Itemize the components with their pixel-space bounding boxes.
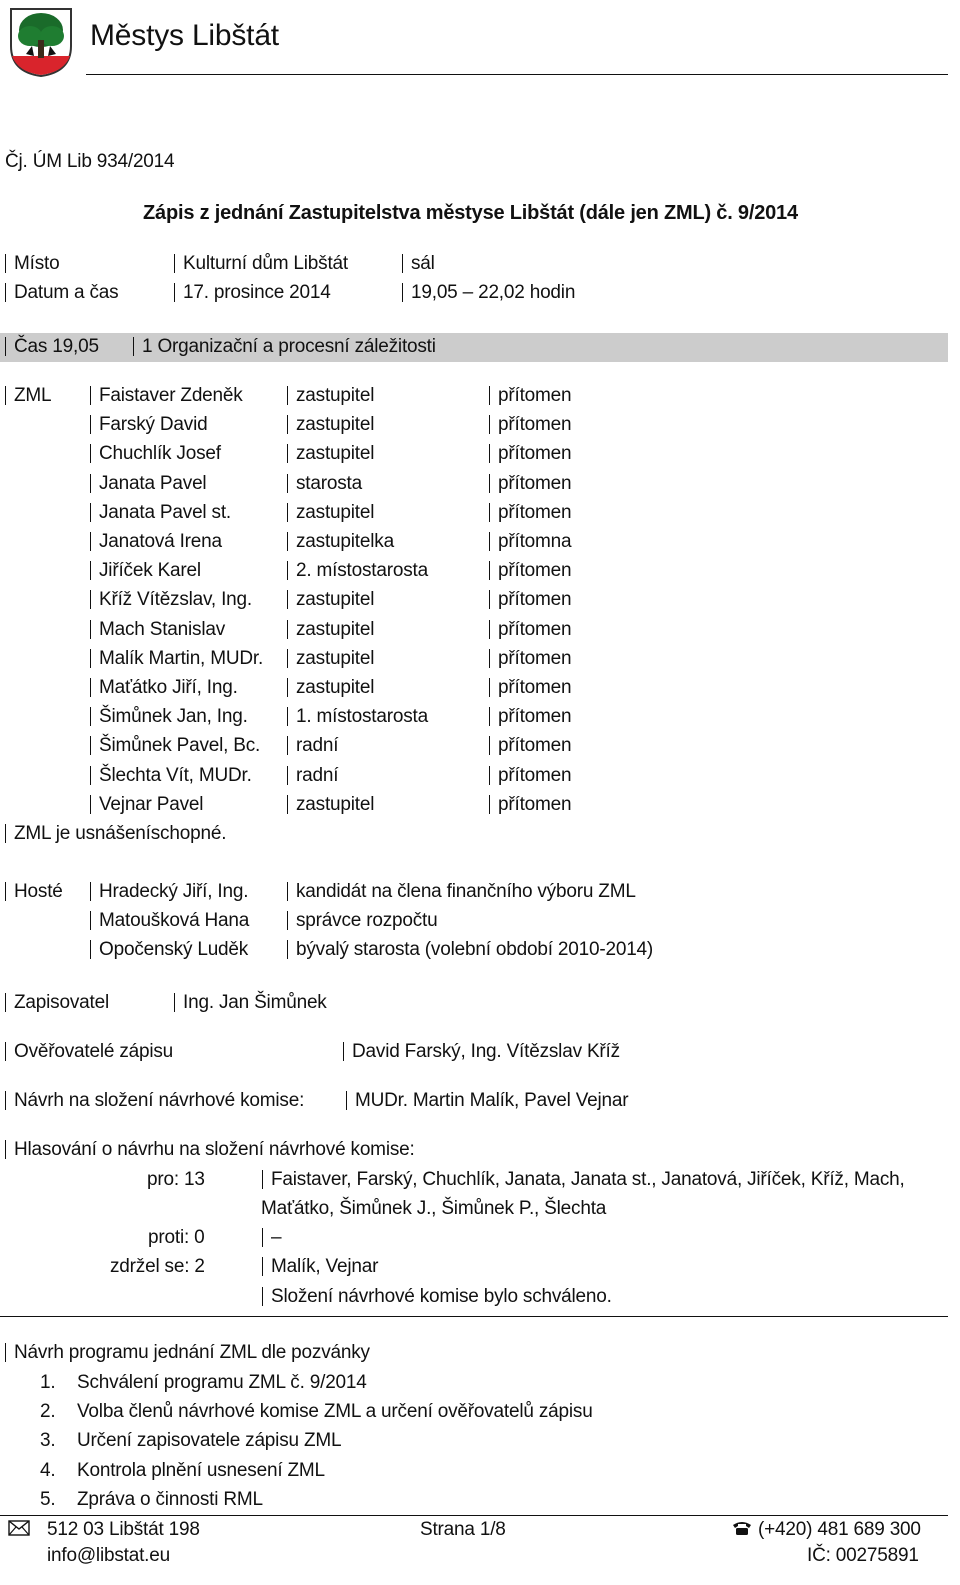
member-name: Malík Martin, MUDr. [90, 649, 263, 668]
member-status: přítomen [489, 678, 571, 697]
member-role: radní [287, 736, 338, 755]
member-role: 1. místostarosta [287, 707, 428, 726]
member-name: Faistaver Zdeněk [90, 386, 243, 405]
footer-ico: IČ: 00275891 [807, 1545, 919, 1566]
member-role: zastupitelka [287, 532, 394, 551]
agenda-item-text: Kontrola plnění usnesení ZML [77, 1459, 325, 1481]
agenda-item-number: 5. [40, 1488, 56, 1510]
member-role: zastupitel [287, 415, 374, 434]
recorder-label: Zapisovatel [5, 993, 109, 1012]
agenda-item-number: 3. [40, 1430, 56, 1452]
place-room: sál [402, 254, 435, 273]
member-name: Janata Pavel st. [90, 503, 231, 522]
vote-abstain-names: Malík, Vejnar [262, 1257, 378, 1276]
member-status: přítomen [489, 503, 571, 522]
section-divider [0, 1316, 948, 1317]
member-role: zastupitel [287, 620, 374, 639]
vote-against-names: – [262, 1228, 281, 1247]
footer-address: 512 03 Libštát 198 [47, 1519, 200, 1540]
attendance-label: ZML [5, 386, 51, 405]
place-value: Kulturní dům Libštát [174, 254, 348, 273]
member-name: Šlechta Vít, MUDr. [90, 766, 252, 785]
footer-email[interactable]: info@libstat.eu [47, 1545, 170, 1566]
vote-pro-label: pro: 13 [147, 1169, 205, 1190]
recorder-value: Ing. Jan Šimůnek [174, 993, 327, 1012]
member-role: zastupitel [287, 795, 374, 814]
vote-result: Složení návrhové komise bylo schváleno. [262, 1287, 612, 1306]
member-status: přítomen [489, 707, 571, 726]
time-value: 19,05 – 22,02 hodin [402, 283, 575, 302]
vote-abstain-label: zdržel se: 2 [110, 1256, 205, 1277]
document-reference: Čj. ÚM Lib 934/2014 [5, 151, 175, 172]
place-label: Místo [5, 254, 59, 273]
member-status: přítomen [489, 766, 571, 785]
commission-proposal-value: MUDr. Martin Malík, Pavel Vejnar [346, 1091, 628, 1110]
member-name: Šimůnek Jan, Ing. [90, 707, 248, 726]
member-status: přítomen [489, 474, 571, 493]
verifiers-label: Ověřovatelé zápisu [5, 1042, 173, 1061]
agenda-item-number: 4. [40, 1459, 56, 1481]
member-role: zastupitel [287, 444, 374, 463]
member-name: Farský David [90, 415, 207, 434]
guest-name: Matoušková Hana [90, 911, 249, 930]
member-name: Janata Pavel [90, 474, 206, 493]
footer-page: Strana 1/8 [420, 1519, 506, 1540]
member-status: přítomen [489, 649, 571, 668]
guest-role: bývalý starosta (volební období 2010-2014) [287, 940, 653, 959]
section-name: 1 Organizační a procesní záležitosti [133, 337, 436, 356]
agenda-item-text: Schválení programu ZML č. 9/2014 [77, 1372, 367, 1393]
vote-against-label: proti: 0 [148, 1227, 205, 1248]
footer-rule [0, 1515, 948, 1516]
member-role: radní [287, 766, 338, 785]
member-role: zastupitel [287, 590, 374, 609]
agenda-item-number: 1. [40, 1372, 56, 1393]
member-status: přítomen [489, 620, 571, 639]
agenda-label: Návrh programu jednání ZML dle pozvánky [5, 1343, 370, 1362]
guest-name: Hradecký Jiří, Ing. [90, 882, 248, 901]
date-value: 17. prosince 2014 [174, 283, 331, 302]
member-name: Janatová Irena [90, 532, 222, 551]
datetime-label: Datum a čas [5, 283, 118, 302]
member-role: zastupitel [287, 649, 374, 668]
vote-pro-names: Faistaver, Farský, Chuchlík, Janata, Janata st., Janatová, Jiříček, Kříž, Mach, [262, 1170, 905, 1189]
member-name: Kříž Vítězslav, Ing. [90, 590, 252, 609]
member-role: starosta [287, 474, 362, 493]
quorum-note: ZML je usnášeníschopné. [5, 824, 226, 843]
member-status: přítomen [489, 795, 571, 814]
member-status: přítomen [489, 444, 571, 463]
coat-of-arms-icon [8, 6, 74, 78]
member-role: zastupitel [287, 678, 374, 697]
section-header [0, 333, 948, 362]
member-status: přítomna [489, 532, 571, 551]
vote-pro-names-continued: Maťátko, Šimůnek J., Šimůnek P., Šlechta [261, 1198, 607, 1219]
agenda-item-text: Volba členů návrhové komise ZML a určení ověřovatelů zápisu [77, 1401, 593, 1423]
member-name: Vejnar Pavel [90, 795, 203, 814]
member-role: zastupitel [287, 386, 374, 405]
agenda-item-text: Zpráva o činnosti RML [77, 1488, 263, 1510]
section-time: Čas 19,05 [5, 337, 99, 356]
guests-label: Hosté [5, 882, 63, 901]
header-rule [86, 74, 948, 75]
member-name: Jiříček Karel [90, 561, 201, 580]
vote-label: Hlasování o návrhu na složení návrhové komise: [5, 1140, 415, 1159]
footer-phone: (+420) 481 689 300 [758, 1519, 921, 1540]
document-title: Zápis z jednání Zastupitelstva městyse Libštát (dále jen ZML) č. 9/2014 [143, 202, 798, 224]
member-role: 2. místostarosta [287, 561, 428, 580]
member-name: Chuchlík Josef [90, 444, 221, 463]
member-status: přítomen [489, 736, 571, 755]
agenda-item-number: 2. [40, 1401, 56, 1423]
org-name: Městys Libštát [90, 19, 279, 52]
member-name: Maťátko Jiří, Ing. [90, 678, 238, 697]
member-status: přítomen [489, 590, 571, 609]
member-status: přítomen [489, 561, 571, 580]
member-role: zastupitel [287, 503, 374, 522]
verifiers-value: David Farský, Ing. Vítězslav Kříž [343, 1042, 620, 1061]
member-name: Šimůnek Pavel, Bc. [90, 736, 260, 755]
guest-name: Opočenský Luděk [90, 940, 248, 959]
member-status: přítomen [489, 415, 571, 434]
commission-proposal-label: Návrh na složení návrhové komise: [5, 1091, 304, 1110]
guest-role: kandidát na člena finančního výboru ZML [287, 882, 636, 901]
envelope-icon [8, 1520, 30, 1536]
agenda-item-text: Určení zapisovatele zápisu ZML [77, 1430, 342, 1452]
phone-icon [731, 1520, 753, 1536]
member-status: přítomen [489, 386, 571, 405]
guest-role: správce rozpočtu [287, 911, 437, 930]
member-name: Mach Stanislav [90, 620, 225, 639]
